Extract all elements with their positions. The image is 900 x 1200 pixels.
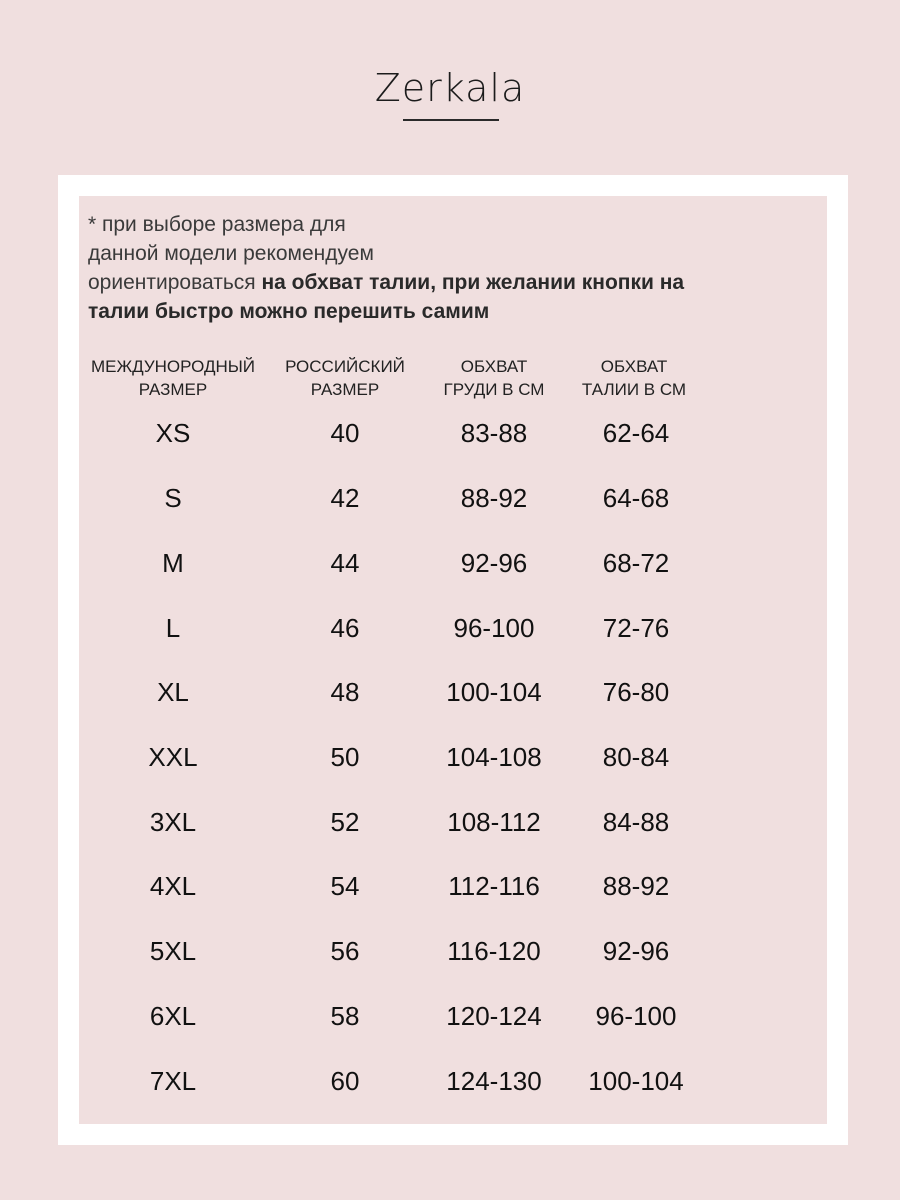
cell-chest: 108-112 [447,807,541,837]
header-international-line-1: МЕЖДУНОРОДНЫЙ [90,357,256,376]
size-advice-note [88,210,808,326]
cell-waist: 84-88 [602,807,670,837]
size-chart-panel [79,196,827,1124]
table-row [0,866,900,906]
cell-chest: 83-88 [460,418,528,448]
header-waist [534,355,734,401]
table-row [0,802,900,842]
cell-intl-size: XL [157,677,189,707]
cell-ru-size: 50 [330,742,360,772]
cell-ru-size: 56 [330,936,360,966]
note-line-3-regular: ориентироваться [88,271,262,294]
logo-underline [403,119,499,121]
cell-ru-size: 60 [330,1066,360,1096]
table-row [0,413,900,453]
cell-chest: 104-108 [446,742,542,772]
cell-ru-size: 40 [330,418,360,448]
table-row [0,608,900,648]
cell-chest: 100-104 [446,677,542,707]
header-russian-line-1: РОССИЙСКИЙ [285,357,405,376]
cell-waist: 68-72 [602,548,670,578]
cell-ru-size: 48 [330,677,360,707]
header-russian-line-2: РАЗМЕР [310,380,380,399]
cell-ru-size: 42 [330,483,360,513]
cell-waist: 80-84 [602,742,670,772]
brand-logo: Zerkala [374,66,526,110]
cell-ru-size: 44 [330,548,360,578]
cell-waist: 76-80 [602,677,670,707]
note-line-2: данной модели рекомендуем [88,242,374,265]
header-waist-line-2: ТАЛИИ В СМ [581,380,687,399]
cell-intl-size: 7XL [149,1066,197,1096]
cell-ru-size: 58 [330,1001,360,1031]
cell-chest: 92-96 [460,548,528,578]
cell-intl-size: 3XL [149,807,197,837]
cell-intl-size: XXL [148,742,198,772]
header-chest-line-1: ОБХВАТ [460,357,528,376]
note-line-4: талии быстро можно перешить самим [88,300,490,323]
cell-chest: 96-100 [453,613,535,643]
cell-chest: 88-92 [460,483,528,513]
cell-intl-size: 5XL [149,936,197,966]
header-international-size [73,355,273,401]
header-international-line-2: РАЗМЕР [138,380,208,399]
cell-intl-size: L [165,613,181,643]
cell-intl-size: 4XL [149,871,197,901]
table-row [0,996,900,1036]
cell-intl-size: S [164,483,182,513]
cell-chest: 124-130 [446,1066,542,1096]
cell-ru-size: 46 [330,613,360,643]
cell-ru-size: 54 [330,871,360,901]
cell-waist: 64-68 [602,483,670,513]
table-row [0,478,900,518]
cell-intl-size: 6XL [149,1001,197,1031]
cell-waist: 88-92 [602,871,670,901]
cell-chest: 120-124 [446,1001,542,1031]
table-row [0,1061,900,1101]
cell-waist: 62-64 [602,418,670,448]
table-row [0,931,900,971]
cell-chest: 116-120 [447,936,541,966]
note-line-3-bold: на обхват талии, при желании кнопки на [261,271,685,294]
table-row [0,672,900,712]
note-line-1: * при выборе размера для [88,213,346,236]
cell-intl-size: XS [155,418,191,448]
table-row [0,737,900,777]
cell-ru-size: 52 [330,807,360,837]
cell-waist: 72-76 [602,613,670,643]
cell-chest: 112-116 [448,871,540,901]
header-chest-line-2: ГРУДИ В СМ [443,380,545,399]
cell-waist: 96-100 [595,1001,677,1031]
header-waist-line-1: ОБХВАТ [600,357,668,376]
table-row [0,543,900,583]
cell-waist: 100-104 [588,1066,684,1096]
cell-intl-size: M [162,548,184,578]
cell-waist: 92-96 [602,936,670,966]
note-line-3 [88,268,808,297]
